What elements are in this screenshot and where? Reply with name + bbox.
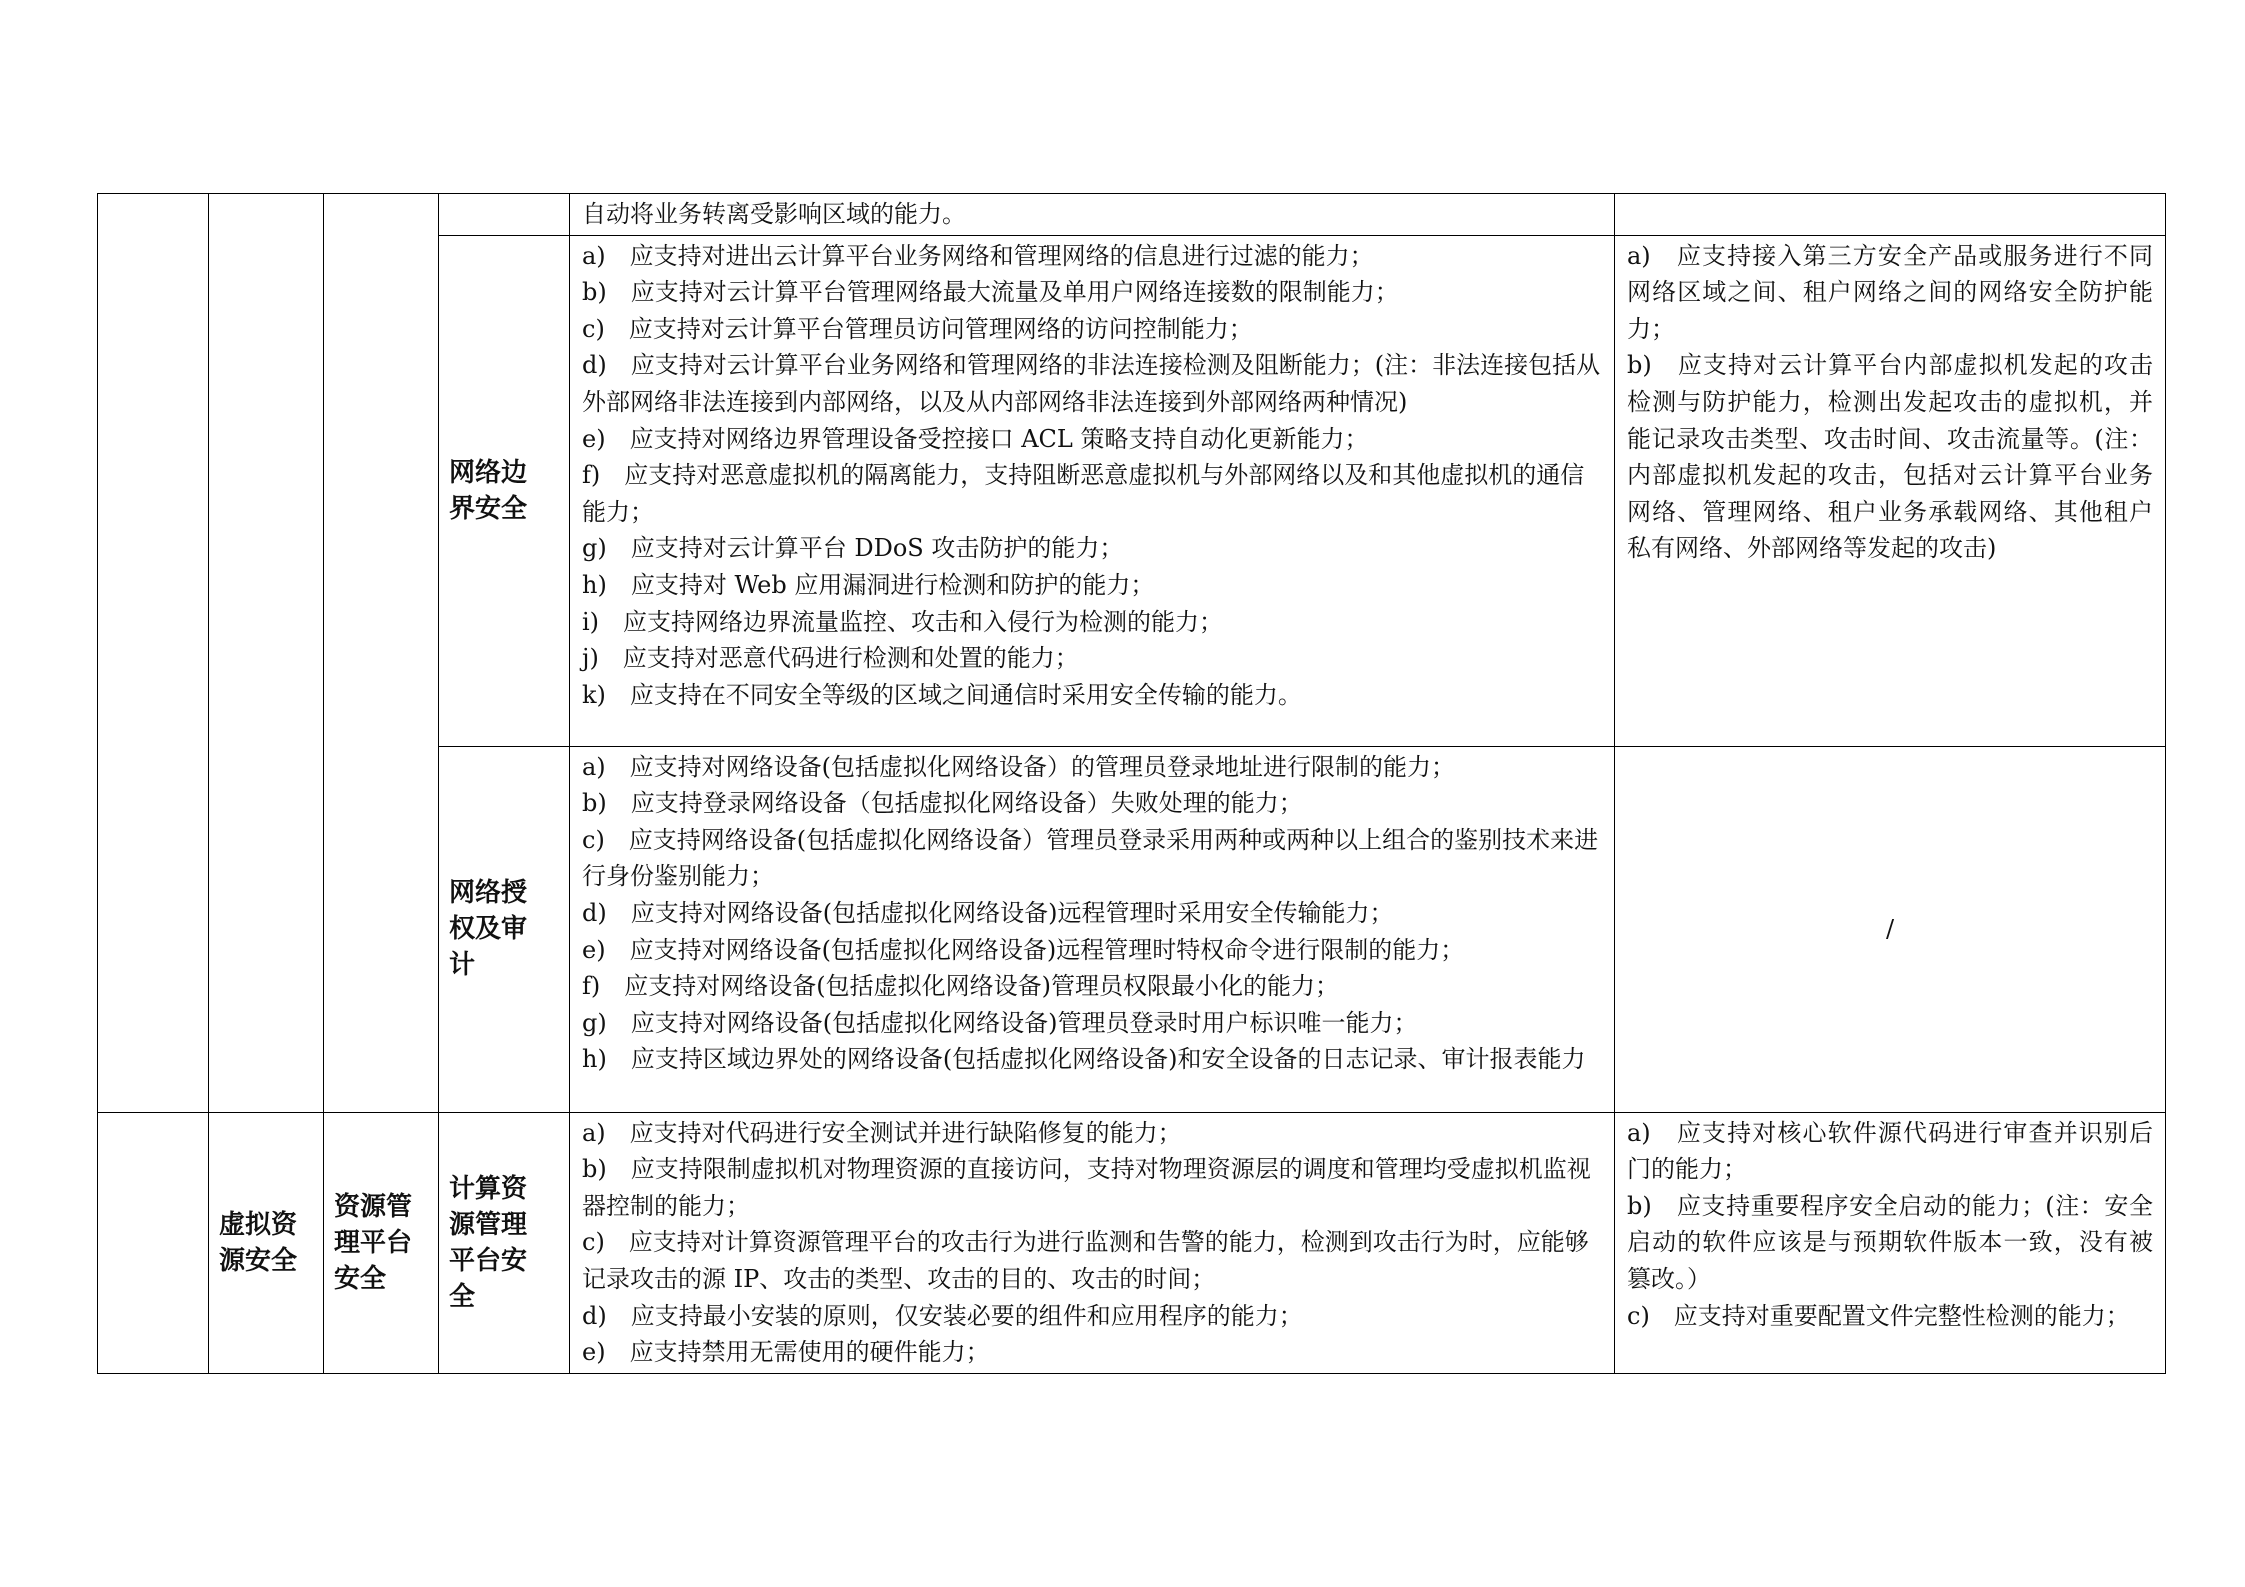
list-item: a) 应支持接入第三方安全产品或服务进行不同网络区域之间、租户网络之间的网络安全防护能力； bbox=[1627, 241, 2153, 343]
list-item: d) 应支持对网络设备(包括虚拟化网络设备)远程管理时采用安全传输能力； bbox=[582, 898, 1394, 927]
list-item: a) 应支持对网络设备(包括虚拟化网络设备）的管理员登录地址进行限制的能力； bbox=[582, 752, 1456, 781]
list-item: h) 应支持对 Web 应用漏洞进行检测和防护的能力； bbox=[582, 570, 1155, 599]
list-item: c) 应支持对重要配置文件完整性检测的能力； bbox=[1627, 1301, 2130, 1330]
list-item: c) 应支持对计算资源管理平台的攻击行为进行监测和告警的能力，检测到攻击行为时，应能够记录攻击的源 IP、攻击的类型、攻击的目的、攻击的时间； bbox=[582, 1228, 1589, 1293]
list-item: i) 应支持网络边界流量监控、攻击和入侵行为检测的能力； bbox=[582, 607, 1224, 636]
requirement-line: 自动将业务转离受影响区域的能力。 bbox=[582, 200, 966, 228]
requirement-cell bbox=[570, 1112, 1615, 1373]
list-item: d) 应支持对云计算平台业务网络和管理网络的非法连接检测及阻断能力；(注：非法连接包括从外部网络非法连接到内部网络，以及从内部网络非法连接到外部网络两种情况) bbox=[582, 351, 1601, 416]
category-virtual-resource-security: 虚拟资源安全 bbox=[209, 1112, 324, 1373]
category-cell-l2-empty bbox=[209, 194, 324, 1113]
extended-requirement-cell bbox=[1615, 235, 2166, 746]
list-item: d) 应支持最小安装的原则，仅安装必要的组件和应用程序的能力； bbox=[582, 1301, 1303, 1330]
extended-cell-empty bbox=[1615, 194, 2166, 236]
requirement-cell bbox=[570, 235, 1615, 746]
list-item: g) 应支持对网络设备(包括虚拟化网络设备)管理员登录时用户标识唯一能力； bbox=[582, 1008, 1418, 1037]
list-item: a) 应支持对核心软件源代码进行审查并识别后门的能力； bbox=[1627, 1118, 2153, 1184]
requirement-cell bbox=[570, 194, 1615, 236]
list-item: f) 应支持对恶意虚拟机的隔离能力，支持阻断恶意虚拟机与外部网络以及和其他虚拟机的通信能力； bbox=[582, 461, 1585, 526]
category-cell-l1-empty bbox=[98, 194, 209, 1113]
category-cell-l3-empty bbox=[324, 194, 439, 1113]
list-item: e) 应支持对网络边界管理设备受控接口 ACL 策略支持自动化更新能力； bbox=[582, 424, 1369, 453]
list-item: b) 应支持对云计算平台内部虚拟机发起的攻击检测与防护能力，检测出发起攻击的虚拟机，并能记录攻击类型、攻击时间、攻击流量等。(注：内部虚拟机发起的攻击，包括对云计算平台业务网络、管理网络、租户业务承载网络、其他租户私有网络、外部网络等发起的攻击) bbox=[1627, 351, 2153, 563]
category-network-authorization-audit: 网络授权及审计 bbox=[439, 746, 570, 1112]
document-page bbox=[97, 193, 2165, 1374]
list-item: h) 应支持区域边界处的网络设备(包括虚拟化网络设备)和安全设备的日志记录、审计报表能力 bbox=[582, 1045, 1586, 1074]
extended-requirement-cell bbox=[1615, 746, 2166, 1112]
not-applicable-mark: / bbox=[1885, 915, 1895, 944]
requirements-table bbox=[97, 193, 2166, 1374]
list-item: f) 应支持对网络设备(包括虚拟化网络设备)管理员权限最小化的能力； bbox=[582, 972, 1339, 1001]
category-compute-resource-platform: 计算资源管理平台安全 bbox=[439, 1112, 570, 1373]
list-item: k) 应支持在不同安全等级的区域之间通信时采用安全传输的能力。 bbox=[582, 680, 1302, 709]
list-item: b) 应支持对云计算平台管理网络最大流量及单用户网络连接数的限制能力； bbox=[582, 278, 1399, 307]
list-item: e) 应支持对网络设备(包括虚拟化网络设备)远程管理时特权命令进行限制的能力； bbox=[582, 935, 1465, 964]
list-item: b) 应支持限制虚拟机对物理资源的直接访问，支持对物理资源层的调度和管理均受虚拟机监视器控制的能力； bbox=[582, 1155, 1591, 1220]
category-network-boundary: 网络边界安全 bbox=[439, 235, 570, 746]
list-item: a) 应支持对代码进行安全测试并进行缺陷修复的能力； bbox=[582, 1118, 1182, 1147]
category-cell-l4-empty bbox=[439, 194, 570, 236]
list-item: j) 应支持对恶意代码进行检测和处置的能力； bbox=[582, 644, 1079, 673]
table-row bbox=[98, 194, 2166, 236]
list-item: g) 应支持对云计算平台 DDoS 攻击防护的能力； bbox=[582, 534, 1124, 563]
extended-requirement-cell bbox=[1615, 1112, 2166, 1373]
list-item: b) 应支持登录网络设备（包括虚拟化网络设备）失败处理的能力； bbox=[582, 789, 1303, 818]
list-item: b) 应支持重要程序安全启动的能力；(注：安全启动的软件应该是与预期软件版本一致，没有被篡改。） bbox=[1627, 1191, 2153, 1293]
list-item: a) 应支持对进出云计算平台业务网络和管理网络的信息进行过滤的能力； bbox=[582, 241, 1374, 270]
list-item: c) 应支持对云计算平台管理员访问管理网络的访问控制能力； bbox=[582, 314, 1253, 343]
list-item: c) 应支持网络设备(包括虚拟化网络设备）管理员登录采用两种或两种以上组合的鉴别技术来进行身份鉴别能力； bbox=[582, 825, 1599, 891]
requirement-cell bbox=[570, 746, 1615, 1112]
category-resource-management-platform: 资源管理平台安全 bbox=[324, 1112, 439, 1373]
table-row bbox=[98, 1112, 2166, 1373]
list-item: e) 应支持禁用无需使用的硬件能力； bbox=[582, 1338, 990, 1367]
category-cell-l0-empty bbox=[98, 1112, 209, 1373]
